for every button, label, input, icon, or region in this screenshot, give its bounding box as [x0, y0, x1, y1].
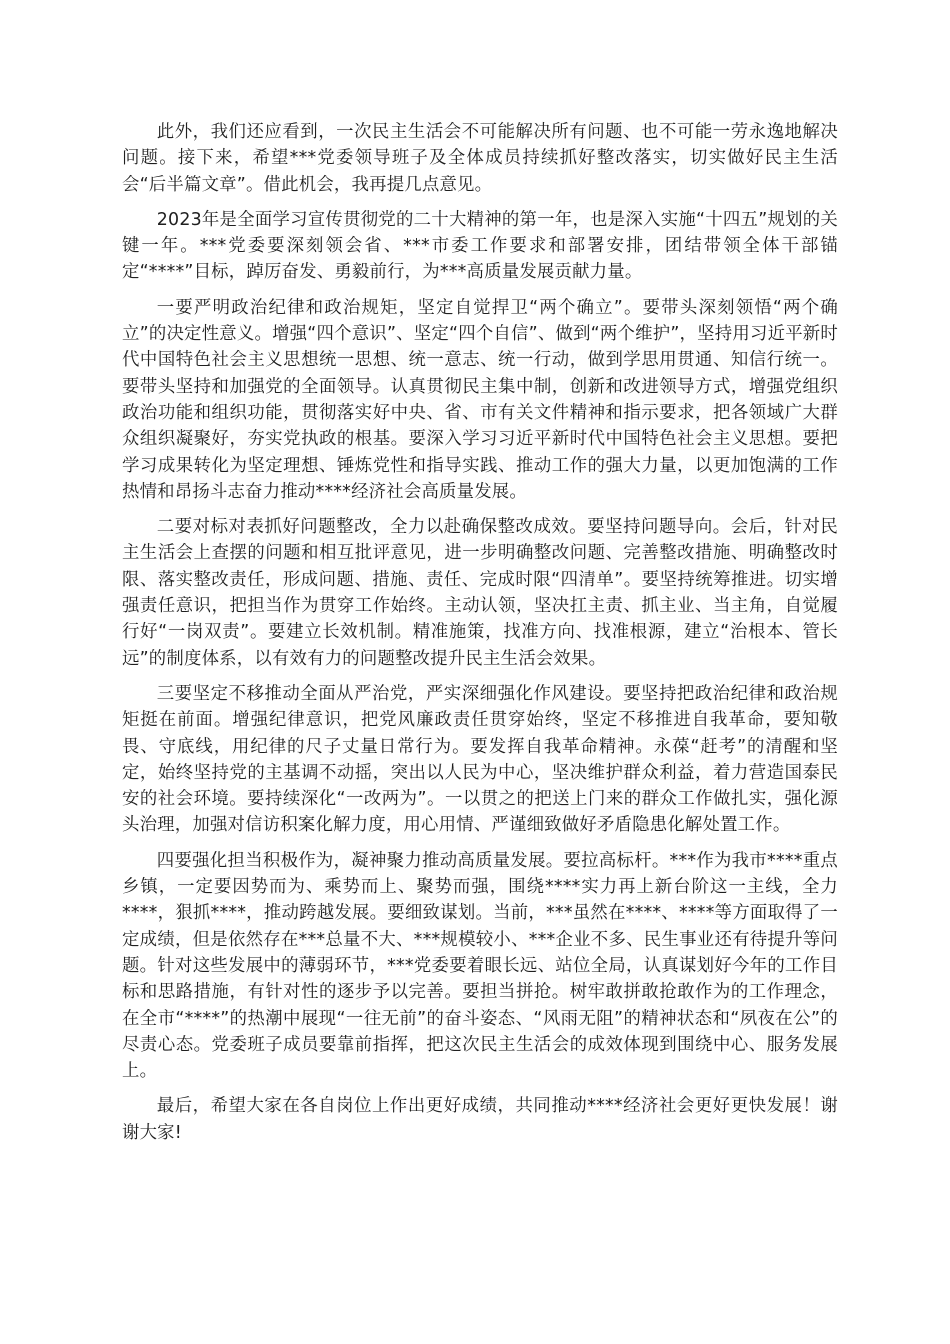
paragraph-closing: 最后，希望大家在各自岗位上作出更好成绩，共同推动****经济社会更好更快发展！谢谢大家! — [122, 1096, 838, 1143]
paragraph-point-two: 二要对标对表抓好问题整改，全力以赴确保整改成效。要坚持问题导向。会后，针对民主生活会上查摆的问题和相互批评意见，进一步明确整改问题、完善整改措施、明确整改时限、落实整改责任，形成问题、措施、责任、完成时限“四清单”。要坚持统筹推进。切实增强责任意识，把担当作为贯穿工作始终。主动认领，坚决扛主责、抓主业、当主角，自觉履行好“一岗双责”。要建立长效机制。精准施策，找准方向、找准根源，建立“治根本、管长远”的制度体系，以有效有力的问题整改提升民主生活会效果。 — [122, 517, 838, 669]
document-body — [122, 119, 838, 1155]
paragraph-point-three: 三要坚定不移推动全面从严治党，严实深细强化作风建设。要坚持把政治纪律和政治规矩挺在前面。增强纪律意识，把党风廉政责任贯穿始终，坚定不移推进自我革命，要知敬畏、守底线，用纪律的尺子丈量日常行为。要发挥自我革命精神。永葆“赶考”的清醒和坚定，始终坚持党的主基调不动摇，突出以人民为中心，坚决维护群众利益，着力营造国泰民安的社会环境。要持续深化“一改两为”。一以贯之的把送上门来的群众工作做扎实，强化源头治理，加强对信访积案化解力度，用心用情、严谨细致做好矛盾隐患化解处置工作。 — [122, 683, 838, 836]
paragraph-intro: 此外，我们还应看到，一次民主生活会不可能解决所有问题、也不可能一劳永逸地解决问题。接下来，希望***党委领导班子及全体成员持续抓好整改落实，切实做好民主生活会“后半篇文章”。借此机会，我再提几点意见。 — [122, 122, 838, 195]
paragraph-point-one: 一要严明政治纪律和政治规矩，坚定自觉捍卫“两个确立”。要带头深刻领悟“两个确立”的决定性意义。增强“四个意识”、坚定“四个自信”、做到“两个维护”，坚持用习近平新时代中国特色社会主义思想统一思想、统一意志、统一行动，做到学思用贯通、知信行统一。要带头坚持和加强党的全面领导。认真贯彻民主集中制，创新和改进领导方式，增强党组织政治功能和组织功能，贯彻落实好中央、省、市有关文件精神和指示要求，把各领域广大群众组织凝聚好，夯实党执政的根基。要深入学习习近平新时代中国特色社会主义思想。要把学习成果转化为坚定理想、锤炼党性和指导实践、推动工作的强大力量，以更加饱满的工作热情和昂扬斗志奋力推动****经济社会高质量发展。 — [122, 297, 838, 502]
paragraph-point-four: 四要强化担当积极作为，凝神聚力推动高质量发展。要拉高标杆。***作为我市****重点乡镇，一定要因势而为、乘势而上、聚势而强，围绕****实力再上新台阶这一主线，全力****，狠抓****，推动跨越发展。要细致谋划。当前，***虽然在****、****等方面取得了一定成绩，但是依然存在***总量不大、***规模较小、***企业不多、民生事业还有待提升等问题。针对这些发展中的薄弱环节，***党委要着眼长远、站位全局，认真谋划好今年的工作目标和思路措施，有针对性的逐步予以完善。要担当拼抢。树牢敢拼敢抢敢作为的工作理念，在全市“****”的热潮中展现“一往无前”的奋斗姿态、“风雨无阻”的精神状态和“夙夜在公”的尽责心态。党委班子成员要靠前指挥，把这次民主生活会的成效体现到围绕中心、服务发展上。 — [122, 850, 838, 1082]
paragraph-2023-goals: 2023年是全面学习宣传贯彻党的二十大精神的第一年，也是深入实施“十四五”规划的关键一年。***党委要深刻领会省、***市委工作要求和部署安排，团结带领全体干部锚定“****”目标，踔厉奋发、勇毅前行，为***高质量发展贡献力量。 — [122, 209, 838, 283]
